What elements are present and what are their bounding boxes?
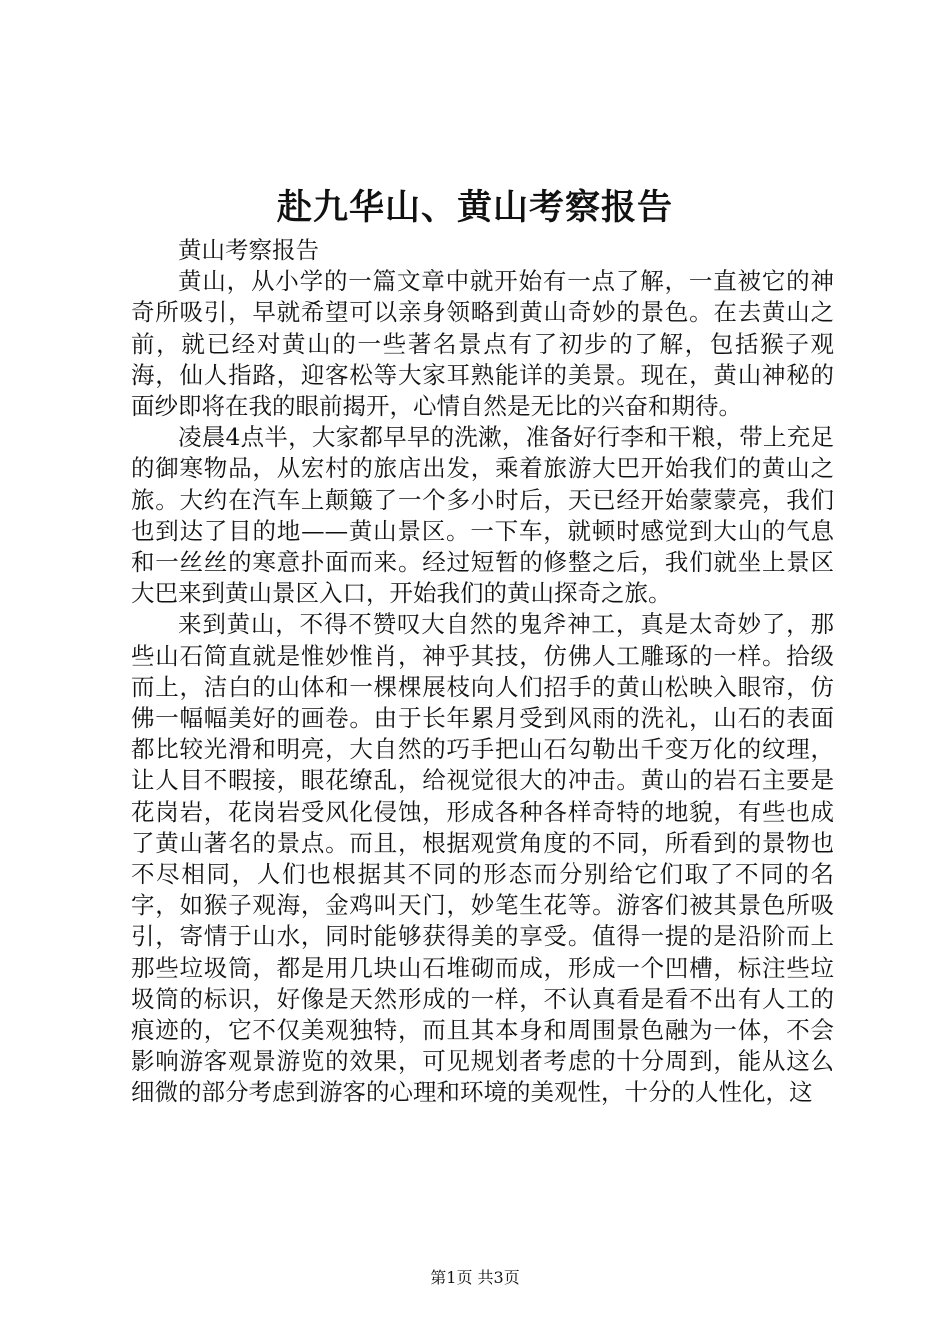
section-subtitle: 黄山考察报告 xyxy=(178,236,319,264)
document-body xyxy=(131,235,834,1109)
paragraph-2: 凌晨4点半，大家都早早的洗漱，准备好行李和干粮，带上充足的御寒物品，从宏村的旅店出发，乘着旅游大巴开始我们的黄山之旅。大约在汽车上颠簸了一个多小时后，天已经开始蒙蒙亮，我们也到达了目的地——黄山景区。一下车，就顿时感觉到大山的气息和一丝丝的寒意扑面而来。经过短暂的修整之后，我们就坐上景区大巴来到黄山景区入口，开始我们的黄山探奇之旅。 xyxy=(131,423,834,608)
page-number-footer: 第1页 共3页 xyxy=(430,1268,520,1287)
paragraph-1: 黄山，从小学的一篇文章中就开始有一点了解，一直被它的神奇所吸引，早就希望可以亲身领略到黄山奇妙的景色。在去黄山之前，就已经对黄山的一些著名景点有了初步的了解，包括猴子观海，仙人指路，迎客松等大家耳熟能详的美景。现在，黄山神秘的面纱即将在我的眼前揭开，心情自然是无比的兴奋和期待。 xyxy=(131,267,834,421)
document-title: 赴九华山、黄山考察报告 xyxy=(276,187,673,228)
paragraph-3: 来到黄山，不得不赞叹大自然的鬼斧神工，真是太奇妙了，那些山石简直就是惟妙惟肖，神乎其技，仿佛人工雕琢的一样。拾级而上，洁白的山体和一棵棵展枝向人们招手的黄山松映入眼帘，仿佛一幅幅美好的画卷。由于长年累月受到风雨的洗礼，山石的表面都比较光滑和明亮，大自然的巧手把山石勾勒出千变万化的纹理，让人目不暇接，眼花缭乱，给视觉很大的冲击。黄山的岩石主要是花岗岩，花岗岩受风化侵蚀，形成各种各样奇特的地貌，有些也成了黄山著名的景点。而且，根据观赏角度的不同，所看到的景物也不尽相同，人们也根据其不同的形态而分别给它们取了不同的名字，如猴子观海，金鸡叫天门，妙笔生花等。游客们被其景色所吸引，寄情于山水，同时能够获得美的享受。值得一提的是沿阶而上那些垃圾筒，都是用几块山石堆砌而成，形成一个凹槽，标注些垃圾筒的标识，好像是天然形成的一样，不认真看是看不出有人工的痕迹的，它不仅美观独特，而且其本身和周围景色融为一体，不会影响游客观景游览的效果，可见规划者考虑的十分周到，能从这么细微的部分考虑到游客的心理和环境的美观性，十分的人性化，这 xyxy=(131,610,834,1107)
